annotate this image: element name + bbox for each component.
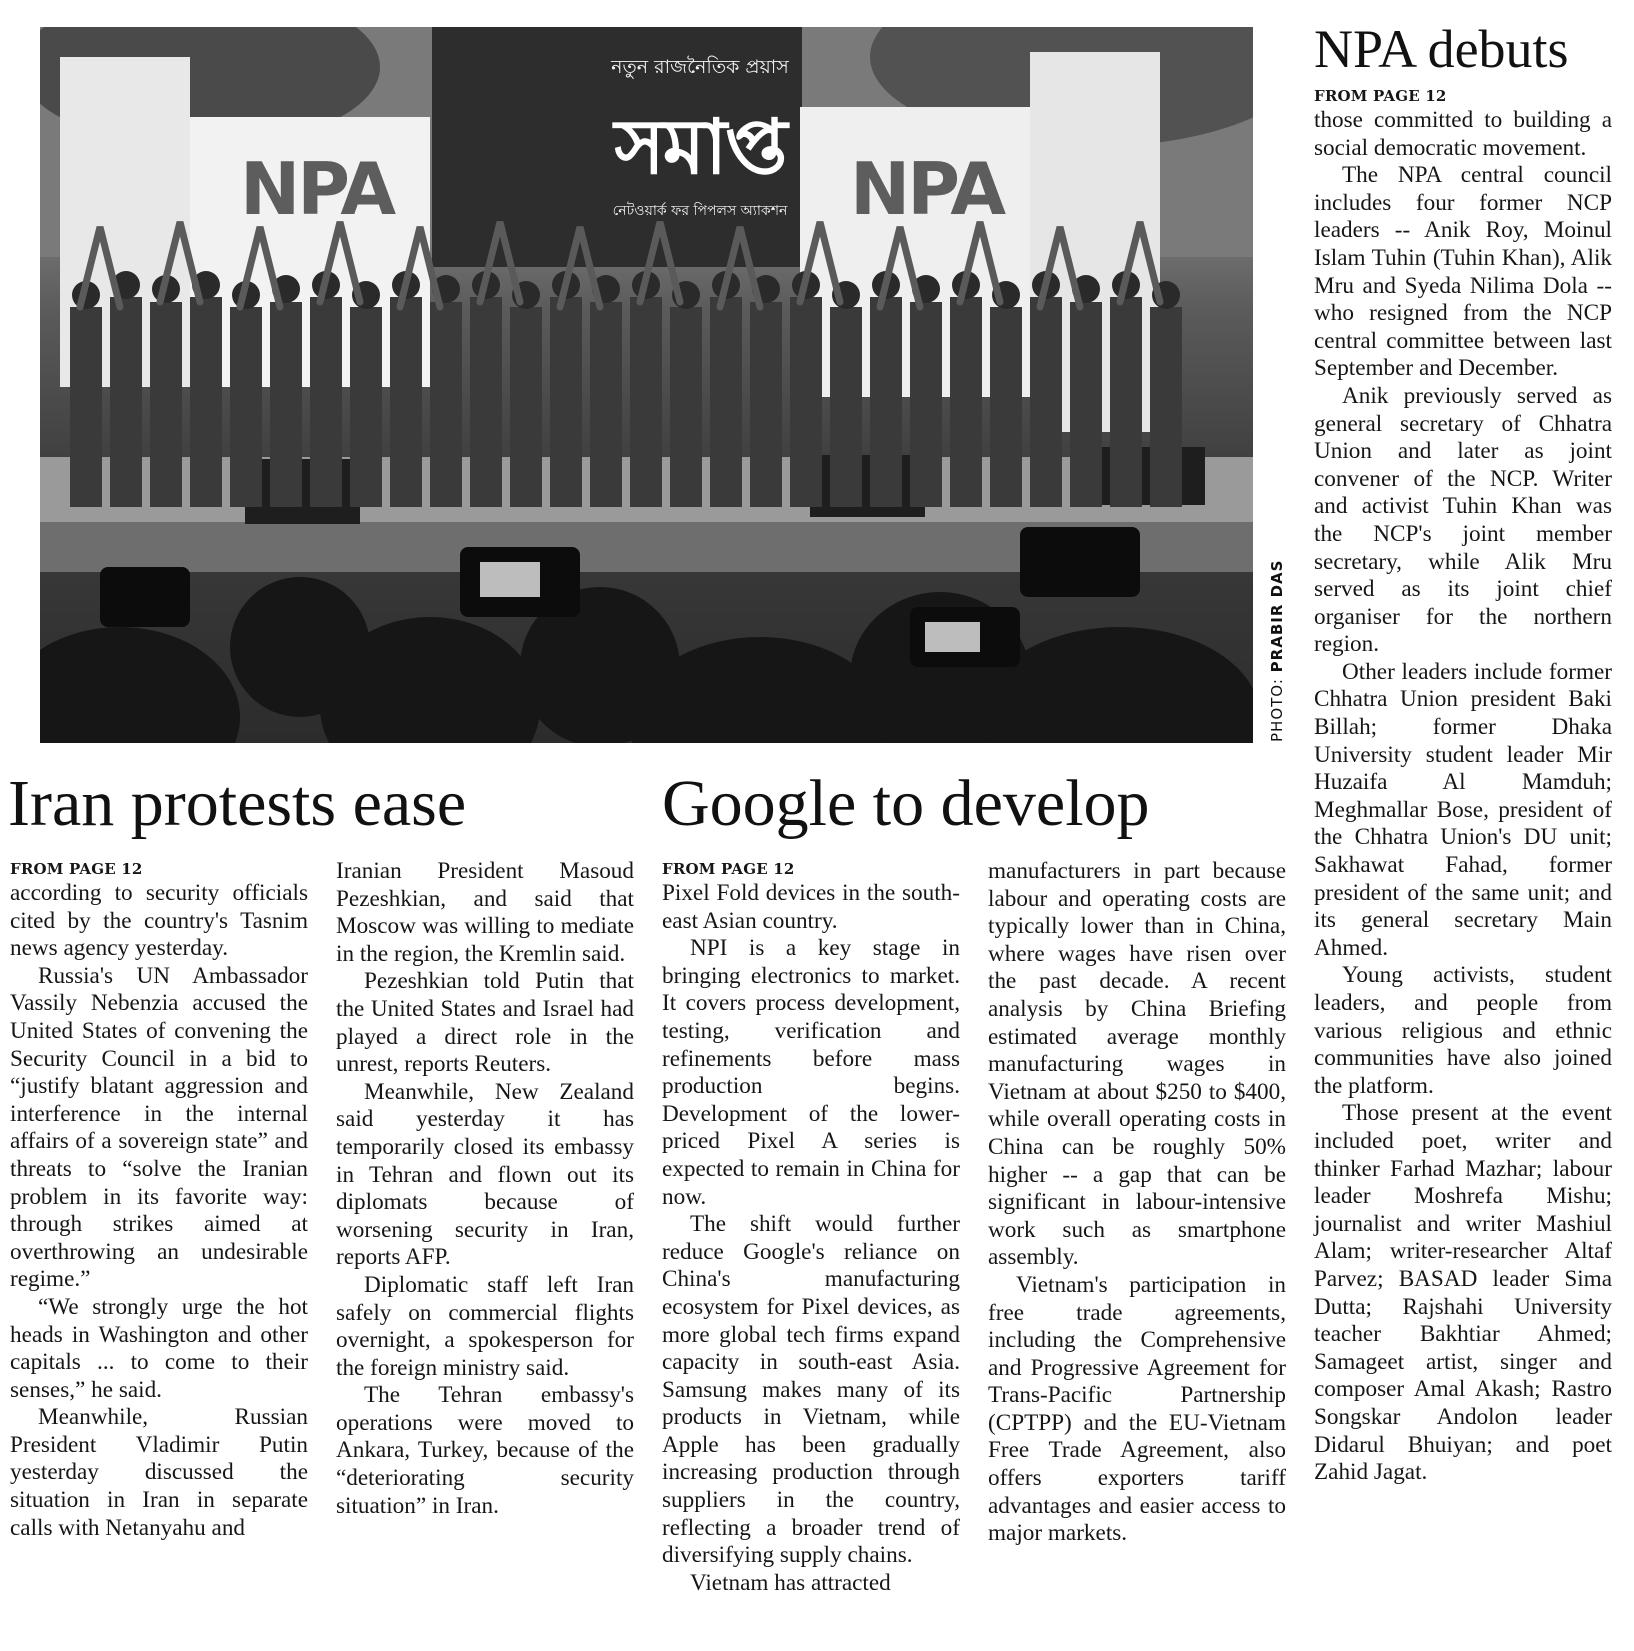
headline-google: Google to develop [662, 767, 1150, 840]
paragraph: Russia's UN Ambassador Vassily Nebenzia accused the United States of convening the Security Council in a bid to “justify blatant aggression and interference in the internal affairs of a sovereign state” and threats to “solve the Iranian problem in its favorite way: through strikes aimed at overthrowing an undesirable regime.” [10, 962, 308, 1293]
paragraph: manufacturers in part because labour and operating costs are typically lower than in China, where wages have risen over the past decade. A recent analysis by China Briefing estimated average monthly manufacturing wages in Vietnam at about $250 to $400, while overall operating costs in China can be roughly 50% higher -- a gap that can be significant in labour-intensive work such as smartphone assembly. [988, 858, 1286, 1271]
banner-side-logo-right: NPA [850, 147, 1004, 231]
headline-iran: Iran protests ease [8, 767, 467, 840]
story-iran-col-1 [10, 856, 308, 1542]
paragraph: according to security officials cited by the country's Tasnim news agency yesterday. [10, 880, 308, 962]
paragraph: Pezeshkian told Putin that the United States and Israel had played a direct role in the unrest, reports Reuters. [336, 968, 634, 1078]
paragraph: Vietnam has attracted [690, 1569, 891, 1596]
paragraph: The NPA central council includes four former NCP leaders -- Anik Roy, Moinul Islam Tuhin (Tuhin Khan), Alik Mru and Syeda Nilima Dola -- who resigned from the NCP central committee between last September and December. [1314, 162, 1612, 382]
headline-npa: NPA debuts [1314, 19, 1569, 79]
story-google-col-2 [988, 858, 1286, 1548]
paragraph: Anik previously served as general secretary of Chhatra Union and later as joint convener of the NCP. Writer and activist Tuhin Khan was the NCP's joint member secretary, while Alik Mru served as its joint chief organiser for the northern region. [1314, 382, 1612, 658]
paragraph: Vietnam's participation in free trade agreements, including the Comprehensive and Progressive Agreement for Trans-Pacific Partnership (CPTPP) and the EU-Vietnam Free Trade Agreement, also offers exporters tariff advantages and easier access to major markets. [988, 1271, 1286, 1547]
paragraph: The shift would further reduce Google's reliance on China's manufacturing ecosystem for Pixel devices, as more global tech firms expand capacity in south-east Asia. Samsung makes many of its products in Vietnam, while Apple has been gradually increasing production through suppliers in the country, reflecting a broader trend of diversifying supply chains. [662, 1211, 960, 1569]
paragraph: Meanwhile, Russian President Vladimir Putin yesterday discussed the situation in Iran in separate calls with Netanyahu and [10, 1404, 308, 1541]
paragraph: The Tehran embassy's operations were moved to Ankara, Turkey, because of the “deteriorating security situation” in Iran. [336, 1382, 634, 1519]
from-page-label: FROM PAGE 12 [1314, 87, 1447, 105]
paragraph: Other leaders include former Chhatra Union president Baki Billah; former Dhaka University student leader Mir Huzaifa Al Mamduh; Meghmallar Bose, president of the Chhatra Union's DU unit; Sakhawat Fahad, former president of the same unit; and its general secretary Main Ahmed. [1314, 658, 1612, 961]
paragraph: those committed to building a social democratic movement. [1314, 107, 1612, 161]
paragraph: NPI is a key stage in bringing electronics to market. It covers process development, testing, verification and refinements before mass production begins. Development of the lower-priced Pixel A series is expected to remain in China for now. [662, 935, 960, 1210]
photo-credit-name: PRABIR DAS [1268, 559, 1286, 673]
paragraph: Pixel Fold devices in the south-east Asian country. [662, 880, 960, 934]
banner-tagline: নতুন রাজনৈতিক প্রয়াস [611, 56, 789, 78]
news-photo [40, 27, 1253, 743]
banner-subtitle: নেটওয়ার্ক ফর পিপলস অ্যাকশন [612, 203, 788, 219]
banner-side-logo-left: NPA [240, 147, 394, 231]
paragraph: Iranian President Masoud Pezeshkian, and said that Moscow was willing to mediate in the region, the Kremlin said. [336, 858, 634, 967]
photo-credit [1268, 560, 1286, 742]
paragraph: Those present at the event included poet, writer and thinker Farhad Mazhar; labour leader Moshrefa Mishu; journalist and writer Mashiul Alam; writer-researcher Altaf Parvez; BASAD leader Sima Dutta; Rajshahi University teacher Bakhtiar Ahmed; Samageet artist, singer and composer Amal Akash; Rastro Songskar Andolon leader Didarul Bhuiyan; and poet Zahid Jagat. [1314, 1100, 1612, 1486]
photo-credit-label: PHOTO: [1268, 678, 1286, 742]
paragraph: Diplomatic staff left Iran safely on commercial flights overnight, a spokesperson for the foreign ministry said. [336, 1271, 634, 1381]
story-npa-body [1314, 83, 1612, 1487]
from-page-label: FROM PAGE 12 [10, 860, 143, 878]
story-google-col-1 [662, 856, 960, 1597]
paragraph: Young activists, student leaders, and people from various religious and ethnic communities have also joined the platform. [1314, 962, 1612, 1099]
paragraph: Meanwhile, New Zealand said yesterday it has temporarily closed its embassy in Tehran and flown out its diplomats because of worsening security in Iran, reports AFP. [336, 1078, 634, 1271]
paragraph: “We strongly urge the hot heads in Washington and other capitals ... to come to their senses,” he said. [10, 1293, 308, 1403]
story-iran-col-2 [336, 858, 634, 1520]
from-page-label: FROM PAGE 12 [662, 860, 795, 878]
banner-logo: সমাপ্ত [614, 102, 786, 191]
